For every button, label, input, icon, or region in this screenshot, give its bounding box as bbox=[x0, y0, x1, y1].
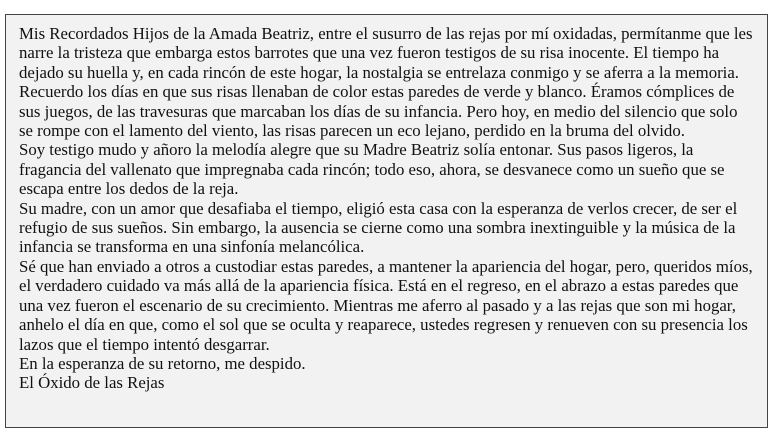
letter-paragraph-memories: Recuerdo los días en que sus risas llenaban de color estas paredes de verde y blanco. Éramos cómplices de sus juegos, de las travesuras que marcaban los días de su infancia. Pero hoy, en medio del silencio que solo se rompe con el lamento del viento, las risas parecen un eco lejano, perdido en la bruma del olvido. bbox=[19, 82, 738, 141]
letter-paragraph-return: Sé que han enviado a otros a custodiar estas paredes, a mantener la apariencia del hogar, pero, queridos míos, el verdadero cuidado va más allá de la apariencia física. Está en el regreso, en el abrazo a estas paredes que una vez fueron el escenario de su crecimiento. Mientras me aferro al pasado y a las rejas que son mi hogar, anhelo el día en que, como el sol que se oculta y reaparece, ustedes regresen y renueven con su presencia los lazos que el tiempo intentó desgarrar. bbox=[19, 256, 753, 354]
letter-paragraph-greeting: Mis Recordados Hijos de la Amada Beatriz, entre el susurro de las rejas por mí oxidadas, permítanme que les narre la tristeza que embarga estos barrotes que una vez fueron testigos de su risa inocente. El tiempo ha dejado su huella y, en cada rincón de este hogar, la nostalgia se entrelaza conmigo y se aferra a la memoria. bbox=[19, 24, 753, 82]
letter-paragraph-witness: Soy testigo mudo y añoro la melodía alegre que su Madre Beatriz solía entonar. Sus pasos ligeros, la fragancia del vallenato que impregnaba cada rincón; todo eso, ahora, se desvanece como un sueño que se escapa entre los dedos de la reja. bbox=[19, 140, 725, 199]
letter-paragraph-mother: Su madre, con un amor que desafiaba el tiempo, eligió esta casa con la esperanza de verlos crecer, de ser el refugio de sus sueños. Sin embargo, la ausencia se cierne como una sombra inextinguible y la música de la infancia se transforma en una sinfonía melancólica. bbox=[19, 198, 738, 257]
letter-closing: En la esperanza de su retorno, me despido. bbox=[19, 353, 306, 373]
letter-signature: El Óxido de las Rejas bbox=[19, 373, 165, 393]
letter-text-box bbox=[5, 14, 768, 428]
